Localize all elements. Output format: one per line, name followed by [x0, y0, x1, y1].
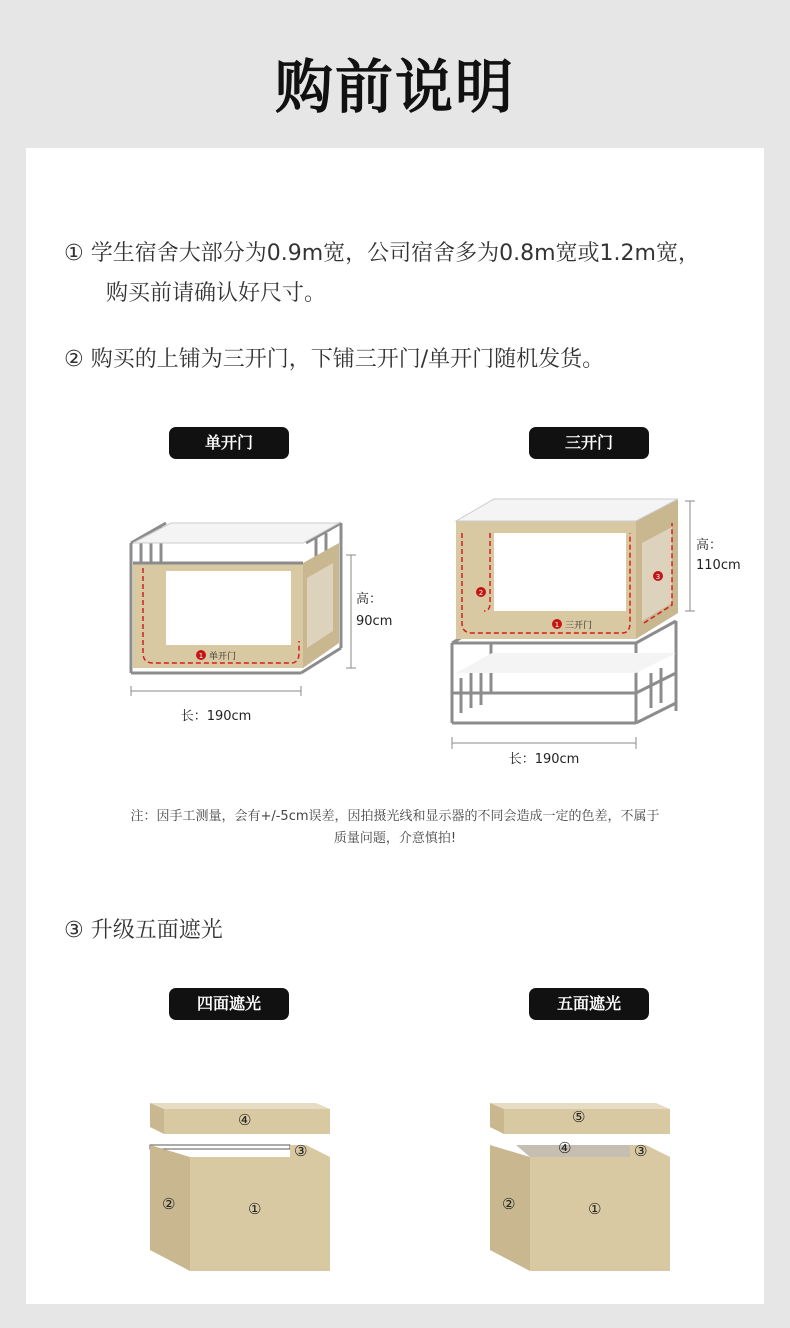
triple-door-mark-text: 三开门: [565, 621, 593, 631]
face-4-label: ④: [238, 1111, 252, 1129]
single-height-label: 高：: [356, 592, 383, 607]
info-card: [26, 148, 764, 1304]
note-1-line-2: 购买前请确认好尺寸。: [106, 281, 327, 306]
disclaimer-line-1: 注：因手工测量，会有+/-5cm误差，因拍摄光线和显示器的不同会造成一定的色差，不属于: [130, 809, 660, 824]
single-door-pill: 单开门: [169, 427, 289, 459]
face-2-label: ②: [502, 1195, 516, 1213]
single-length-label: 长：190cm: [180, 709, 252, 724]
note-2: ② 购买的上铺为三开门，下铺三开门/单开门随机发货。: [64, 347, 605, 372]
single-door-bed-illustration: [121, 513, 393, 733]
four-side-box-illustration: [146, 1093, 336, 1278]
triple-door-mark-3: 3: [655, 573, 661, 581]
note-1-line-1: ① 学生宿舍大部分为0.9m宽，公司宿舍多为0.8m宽或1.2m宽，: [64, 241, 700, 266]
triple-door-pill: 三开门: [529, 427, 649, 459]
triple-door-bed-illustration: [446, 493, 746, 773]
five-side-box-illustration: [486, 1093, 676, 1278]
triple-height-value: 110cm: [696, 558, 741, 573]
note-3: ③ 升级五面遮光: [64, 918, 223, 943]
triple-door-mark-1: 1: [554, 621, 560, 629]
four-side-shading-pill: 四面遮光: [169, 988, 289, 1020]
face-3-label: ③: [294, 1142, 308, 1160]
face-3-label: ③: [634, 1142, 648, 1160]
single-height-value: 90cm: [356, 614, 393, 629]
disclaimer-line-2: 质量问题，介意慎拍!: [333, 831, 457, 846]
face-5-label: ⑤: [572, 1108, 586, 1126]
single-door-mark-number: 1: [198, 652, 204, 660]
face-4-label: ④: [558, 1139, 572, 1157]
face-1-label: ①: [248, 1200, 262, 1218]
five-side-shading-pill: 五面遮光: [529, 988, 649, 1020]
triple-length-label: 长：190cm: [508, 752, 580, 767]
face-1-label: ①: [588, 1200, 602, 1218]
triple-height-label: 高：: [696, 538, 723, 553]
triple-door-mark-2: 2: [478, 589, 484, 597]
page-title: 购前说明: [274, 53, 515, 121]
face-2-label: ②: [162, 1195, 176, 1213]
single-door-mark-text: 单开门: [209, 652, 237, 662]
